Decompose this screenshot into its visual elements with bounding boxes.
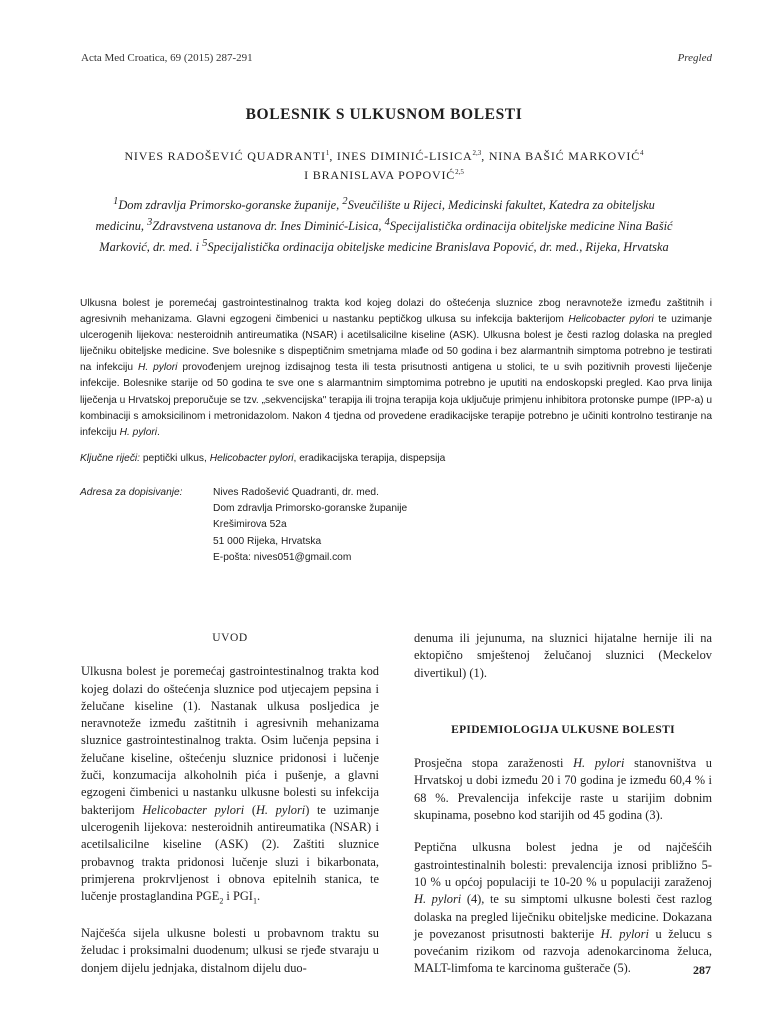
author-name: INES DIMINIĆ-LISICA bbox=[336, 149, 473, 163]
text-span: u želucu s povećanim rizikom od razvoja adenokarcinoma želuca, MALT-limfoma te karcinoma gušterače (5). bbox=[414, 926, 712, 976]
body-paragraph: Najčešća sijela ulkusne bolesti u probavnom traktu su želudac i proksimalni duodenum; ulkusi se rjeđe stvaraju u donjem dijelu jednjaka, distalnom dijelu duo- bbox=[81, 925, 379, 975]
text-span: ( bbox=[251, 802, 256, 817]
address-lines bbox=[213, 485, 613, 566]
affil-number: 5 bbox=[202, 238, 208, 250]
text-span: Peptična ulkusna bolest jedna je od najčešćih gastrointestinalnih bolesti: prevalencija iznosi približno 5-10 % u općoj populaciji te 10-20 % u populaciji zaraženoj bbox=[414, 840, 712, 889]
section-heading-epidemiologija: EPIDEMIOLOGIJA ULKUSNE BOLESTI bbox=[451, 723, 675, 736]
italic-term: H. pylori bbox=[414, 892, 462, 907]
body-paragraph: denuma ili jejunuma, na sluznici hijatalne hernije ili na ektopično smještenoj želučanoj sluznici (Meckelov divertikul) (1). bbox=[414, 631, 712, 680]
text-span: . bbox=[256, 889, 261, 904]
section-label: Pregled bbox=[677, 52, 712, 64]
author-name: NIVES RADOŠEVIĆ QUADRANTI bbox=[124, 149, 326, 163]
author-affil-ref: 1 bbox=[325, 149, 330, 157]
body-paragraph bbox=[414, 839, 712, 977]
abstract-italic: H. pylori bbox=[137, 362, 178, 374]
italic-term: H. pylori bbox=[600, 926, 649, 941]
text-span: Ulkusna bolest je poremećaj gastrointestinalnog trakta kod kojeg dolazi do oštećenja sluznice pod utjecajem pepsina i želučane kiseline (1). Nastanak ulkusa posljedica je neravnoteže između zaštitnih i agresivnih mehanizama sluznice gastrointestinalnog trakta. Osim lučenja pepsina i želučane kiseline, oštećenju sluznice pridonosi i lučenje žuči, konzumacija alkoholnih pića i pušenje, a glavni egzogeni čimbenici u nastanku ulkusne bolesti su infekcija bakterijom bbox=[81, 664, 379, 817]
affil-number: 3 bbox=[147, 217, 153, 229]
affiliation: Sveučilište u Rijeci, Medicinski fakultet, Katedra za obiteljsku medicinu, bbox=[95, 198, 655, 234]
author-name: NINA BAŠIĆ MARKOVIĆ bbox=[488, 149, 641, 163]
italic-term: Helicobacter pylori bbox=[142, 802, 245, 817]
text-span: i PGI bbox=[223, 889, 253, 904]
address-line: 51 000 Rijeka, Hrvatska bbox=[213, 535, 322, 547]
text-span: Prosječna stopa zaraženosti bbox=[414, 756, 564, 771]
italic-term: H. pylori bbox=[255, 802, 306, 817]
affil-number: 1 bbox=[113, 196, 119, 207]
author-conjunction: I bbox=[304, 168, 309, 182]
abstract-span: te uzimanje ulcerogenih lijekova: nesteroidnih antireumatika (NSAR) i acetilsalicilne kiseline (ASK). Ulkusna bolest je česti razlog dolaska na pregled liječniku obiteljske medicine. Sve bolesnike s dispeptičnim smetnjama mlađe od 50 godina i bez alarmantnih simptoma potrebno je testirati na infekciju bbox=[80, 314, 712, 374]
address-label: Adresa za dopisivanje: bbox=[80, 487, 183, 498]
keyword: Helicobacter pylori bbox=[209, 453, 294, 464]
journal-citation: Acta Med Croatica, 69 (2015) 287-291 bbox=[81, 52, 253, 64]
keyword: , eradikacijska terapija, dispepsija bbox=[293, 453, 446, 464]
affiliation: Dom zdravlja Primorsko-goranske županije, bbox=[118, 198, 340, 213]
keyword: peptički ulkus, bbox=[142, 453, 207, 464]
affil-number: 2 bbox=[342, 196, 348, 207]
text-span: (4), te su simptomi ulkusne bolesti čest razlog dolaska na pregled liječniku obiteljske medicine. Dokazana je povezanost prisutnosti bakterije bbox=[414, 892, 713, 941]
abstract-span: . bbox=[157, 426, 160, 438]
address-line: Nives Radošević Quadranti, dr. med. bbox=[213, 487, 379, 498]
keywords-label: Ključne riječi: bbox=[80, 453, 141, 464]
abstract-italic: H. pylori bbox=[119, 426, 158, 438]
body-paragraph bbox=[81, 663, 379, 910]
body-paragraph bbox=[414, 755, 712, 824]
page-number: 287 bbox=[693, 963, 711, 977]
subscript: 1 bbox=[252, 896, 257, 906]
email-address[interactable]: E-pošta: nives051@gmail.com bbox=[213, 551, 352, 563]
author-affil-ref: 2,3 bbox=[472, 149, 482, 157]
affil-number: 4 bbox=[384, 217, 390, 229]
text-span: stanovništva u Hrvatskoj u dobi između 20 i 70 godina je između 60,4 % i 68 %. Prevalencija infekcije raste u starijim dobnim skupinama, posebno kod starijih od 45 godina (3). bbox=[414, 756, 712, 823]
abstract-span: provođenjem urejnog izdisajnog testa ili testa prisutnosti antigena u stolici, te u svih pozitivnih provesti liječenje infekcije. Bolesnike starije od 50 godina te sve one s alarmantnim simptomima potrebno je uputiti na endoskopski pregled. Kao prva linija liječenja u Hrvatskoj preporučuje se tzv. „sekvencijska" terapija ili trojna terapija koja uključuje primjenu inhibitora protonske pumpe (IPP-a) u kombinaciji s amoksicilinom i metronidazolom. Nakon 4 tjedna od provedene eradikacijske terapije potrebno je učiniti kontrolno testiranje na infekciju bbox=[80, 362, 712, 438]
affiliation: Specijalistička ordinacija obiteljske medicine Nina Bašić Marković, dr. med. i bbox=[99, 219, 673, 255]
address-line: Dom zdravlja Primorsko-goranske županije bbox=[213, 503, 408, 515]
abstract-italic: Helicobacter pylori bbox=[568, 314, 654, 326]
subscript: 2 bbox=[219, 896, 224, 906]
text-span: ) te uzimanje ulcerogenih lijekova: nesteroidnih antireumatika (NSAR) i acetilsalicilne kiseline (ASK) (2). Zaštiti sluznice probavnog trakta pridonosi lučenje sluzi i bikarbonata, primjerena prokrvljenost i obnova epitelnih stanica, te lučenje prostaglandina PGE bbox=[81, 802, 379, 904]
abstract bbox=[80, 296, 712, 441]
body-column-right bbox=[414, 630, 712, 993]
body-column-left bbox=[81, 630, 379, 992]
article-title: BOLESNIK S ULKUSNOM BOLESTI bbox=[245, 106, 523, 123]
keywords bbox=[80, 451, 712, 467]
abstract-span: Ulkusna bolest je poremećaj gastrointestinalnog trakta kod kojeg dolazi do oštećenja sluznice zbog neravnoteže između zaštitnih i agresivnih mehanizama. Glavni egzogeni čimbenici u nastanku peptičkog ulkusa su infekcija bakterijom bbox=[80, 298, 712, 326]
abstract-text bbox=[80, 296, 712, 441]
address-line: Krešimirova 52a bbox=[213, 519, 287, 531]
italic-term: H. pylori bbox=[573, 756, 625, 771]
affiliation: Specijalistička ordinacija obiteljske medicine Branislava Popović, dr. med., Rijeka, Hrvatska bbox=[207, 240, 669, 255]
author-name: BRANISLAVA POPOVIĆ bbox=[312, 168, 456, 182]
section-heading-uvod: UVOD bbox=[212, 632, 248, 644]
author-affil-ref: 2,5 bbox=[455, 168, 464, 176]
author-list: NIVES RADOŠEVIĆ QUADRANTI$^1$, INES DIMINIĆ-LISICA$^{2,3}$, NINA BAŠIĆ MARKOVIĆ$^4$ I BRANISLAVA POPOVIĆ$^{2,5}$ bbox=[124, 149, 644, 182]
affiliations bbox=[88, 193, 680, 256]
affiliation: Zdravstvena ustanova dr. Ines Diminić-Lisica, bbox=[152, 219, 382, 234]
author-affil-ref: 4 bbox=[640, 149, 644, 157]
